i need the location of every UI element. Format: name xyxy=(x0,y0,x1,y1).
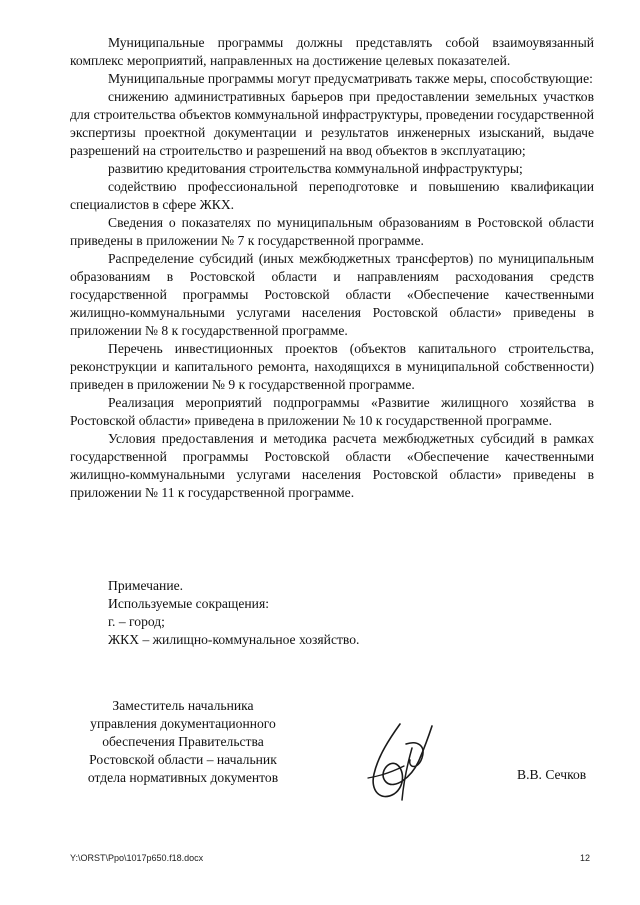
note-heading: Примечание. xyxy=(108,578,184,593)
paragraph: Сведения о показателях по муниципальным образованиям в Ростовской области приведены в приложении № 7 к государственной программе. xyxy=(70,215,594,248)
note-line: г. – город; xyxy=(108,614,165,629)
handwritten-signature-icon xyxy=(360,718,444,810)
signer-title-block xyxy=(70,697,296,787)
note-line: Используемые сокращения: xyxy=(108,596,269,611)
paragraph: Распределение субсидий (иных межбюджетных трансфертов) по муниципальным образованиям в Ростовской области и направлениям расходования средств государственной программы Ростовской области «Обеспечение качественными жилищно-коммунальными услугами населения Ростовской области» приведены в приложении № 8 к государственной программе. xyxy=(70,251,594,338)
paragraph: содействию профессиональной переподготовке и повышению квалификации специалистов в сфере ЖКХ. xyxy=(70,179,594,212)
document-body xyxy=(70,34,594,502)
paragraph: Муниципальные программы могут предусматривать также меры, способствующие: xyxy=(108,71,593,86)
signer-title-line: отдела нормативных документов xyxy=(87,770,279,785)
signer-title-line: Заместитель начальника xyxy=(112,698,254,713)
paragraph: снижению административных барьеров при предоставлении земельных участков для строительства объектов коммунальной инфраструктуры, проведении государственной экспертизы проектной документации и результатов инженерных изысканий, выдаче разрешений на строительство и разрешений на ввод объектов в эксплуатацию; xyxy=(70,89,594,158)
signer-title-line: обеспечения Правительства xyxy=(102,734,264,749)
paragraph: Реализация мероприятий подпрограммы «Развитие жилищного хозяйства в Ростовской области» приведена в приложении № 10 к государственной программе. xyxy=(70,395,594,428)
paragraph: Условия предоставления и методика расчета межбюджетных субсидий в рамках государственной программы Ростовской области «Обеспечение качественными жилищно-коммунальными услугами населения Ростовской области» приведены в приложении № 11 к государственной программе. xyxy=(70,431,594,500)
signer-title-line: управления документационного xyxy=(90,716,276,731)
footer-page-number: 12 xyxy=(580,853,591,863)
paragraph: Перечень инвестиционных проектов (объектов капитального строительства, реконструкции и капитального ремонта, находящихся в муниципальной собственности) приведен в приложении № 9 к государственной программе. xyxy=(70,341,594,392)
note-line: ЖКХ – жилищно-коммунальное хозяйство. xyxy=(108,632,360,647)
notes-section xyxy=(108,577,359,649)
signer-name: В.В. Сечков xyxy=(517,767,587,782)
footer-file-path: Y:\ORST\Ppo\1017p650.f18.docx xyxy=(70,853,204,863)
signer-title-line: Ростовской области – начальник xyxy=(89,752,277,767)
paragraph: развитию кредитования строительства коммунальной инфраструктуры; xyxy=(108,161,523,176)
paragraph: Муниципальные программы должны представлять собой взаимоувязанный комплекс мероприятий, направленных на достижение целевых показателей. xyxy=(70,35,594,68)
